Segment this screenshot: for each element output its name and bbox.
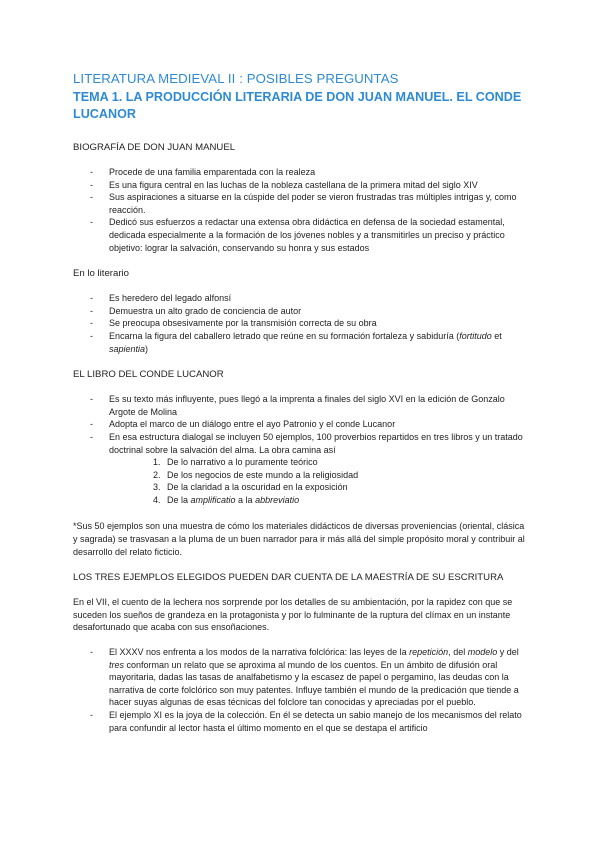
biografia-list bbox=[73, 166, 525, 254]
list-item: - Es una figura central en las luchas de la nobleza castellana de la primera mitad del siglo XIV bbox=[73, 179, 525, 192]
literario-list bbox=[73, 292, 525, 355]
list-item: - Se preocupa obsesivamente por la transmisión correcta de su obra bbox=[73, 317, 525, 330]
list-item: - Demuestra un alto grado de conciencia de autor bbox=[73, 305, 525, 318]
ejemplos-list bbox=[73, 646, 525, 734]
list-item: - En esa estructura dialogal se incluyen 50 ejemplos, 100 proverbios repartidos en tres libros y un tratado doctrinal sobre la salvación del alma. La obra camina así bbox=[73, 431, 525, 456]
numbered-item: 3. De la claridad a la oscuridad en la exposición bbox=[163, 481, 525, 494]
list-item: - Dedicó sus esfuerzos a redactar una extensa obra didáctica en defensa de la sociedad estamental, dedicada especialmente a la formación de los jóvenes nobles y a transmitirles un preciso y práctico objetivo: lograr la salvación, conservando su honra y sus estados bbox=[73, 216, 525, 254]
libro-numbered-list bbox=[73, 456, 525, 506]
ejemplo-vii-paragraph: En el VII, el cuento de la lechera nos sorprende por los detalles de su ambientación, por la rapidez con que se suceden los sueños de grandeza en la protagonista y por lo fulminante de la ruptura del clímax en un instante desafortunado que acaba con sus ensoñaciones. bbox=[73, 597, 513, 633]
note-paragraph: *Sus 50 ejemplos son una muestra de cómo los materiales didácticos de diversas proveniencias (oriental, clásica y sagrada) se trasvasan a la pluma de un buen narrador para ir más allá del simple propósito moral y contribuir al desarrollo del relato ficticio. bbox=[73, 521, 525, 557]
numbered-item: 2. De los negocios de este mundo a la religiosidad bbox=[163, 469, 525, 482]
list-item: - Sus aspiraciones a situarse en la cúspide del poder se vieron frustradas tras múltiples intrigas y, como reacción. bbox=[73, 191, 525, 216]
tres-ejemplos-heading: LOS TRES EJEMPLOS ELEGIDOS PUEDEN DAR CUENTA DE LA MAESTRÍA DE SU ESCRITURA bbox=[73, 572, 504, 584]
list-item: - Procede de una familia emparentada con la realeza bbox=[73, 166, 525, 179]
libro-list bbox=[73, 393, 525, 456]
list-item: - Adopta el marco de un diálogo entre el ayo Patronio y el conde Lucanor bbox=[73, 418, 525, 431]
libro-heading: EL LIBRO DEL CONDE LUCANOR bbox=[73, 369, 224, 381]
document-page bbox=[73, 70, 525, 734]
literario-heading: En lo literario bbox=[73, 268, 129, 280]
numbered-item: 4. De la amplificatio a la abbreviatio bbox=[163, 494, 525, 507]
list-item: - Encarna la figura del caballero letrado que reúne en su formación fortaleza y sabiduría (fortitudo et sapientia) bbox=[73, 330, 525, 355]
list-item: - Es su texto más influyente, pues llegó a la imprenta a finales del siglo XVI en la edición de Gonzalo Argote de Molina bbox=[73, 393, 525, 418]
list-item: - Es heredero del legado alfonsí bbox=[73, 292, 525, 305]
biografia-heading: BIOGRAFÍA DE DON JUAN MANUEL bbox=[73, 142, 236, 153]
list-item: - El XXXV nos enfrenta a los modos de la narrativa folclórica: las leyes de la repetición, del modelo y del tres conforman un relato que se aproxima al mundo de los cuentos. En un ámbito de difusión oral mayoritaria, dadas las tasas de analfabetismo y la escasez de papel o pergamino, las deudas con la narrativa de corte folclórico son muy patentes. Influye también el mundo de la predicación que tiende a hacer suyas algunas de esas técnicas del folclore tan conocidas y apreciadas por el pueblo. bbox=[73, 646, 525, 709]
document-title: LITERATURA MEDIEVAL II : POSIBLES PREGUNTAS bbox=[73, 71, 399, 86]
numbered-item: 1. De lo narrativo a lo puramente teórico bbox=[163, 456, 525, 469]
topic-title: TEMA 1. LA PRODUCCIÓN LITERARIA DE DON JUAN MANUEL. EL CONDE LUCANOR bbox=[73, 90, 522, 121]
list-item: - El ejemplo XI es la joya de la colección. En él se detecta un sabio manejo de los mecanismos del relato para confundir al lector hasta el último momento en el que se destapa el artificio bbox=[73, 709, 525, 734]
